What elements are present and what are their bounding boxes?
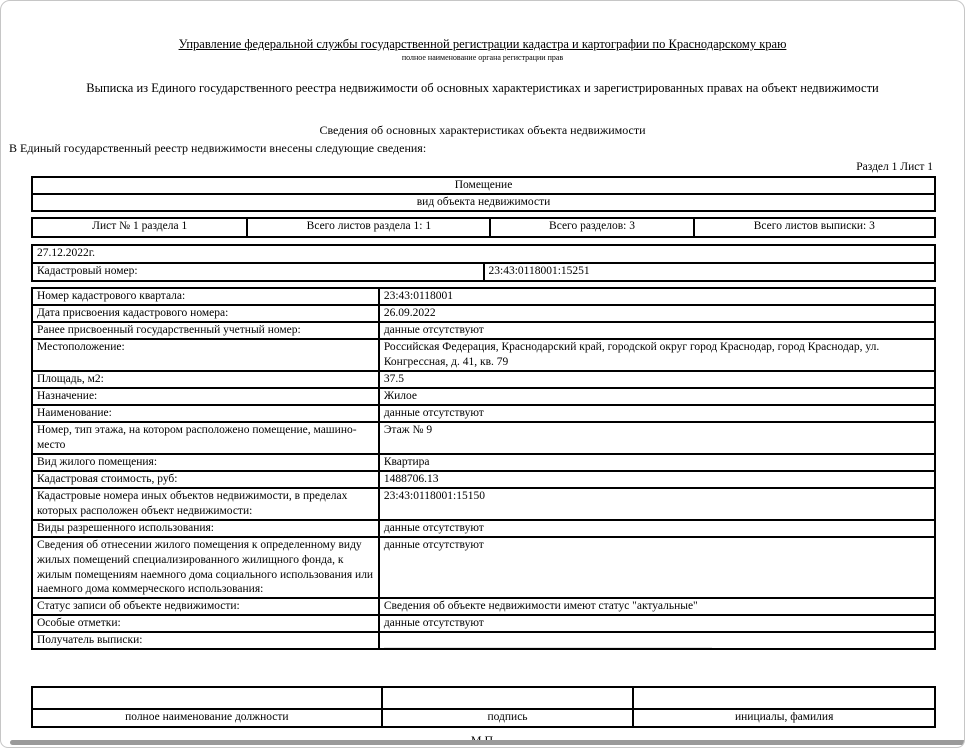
table-row [32,305,935,322]
table-row [32,520,935,537]
row-value: 26.09.2022 [379,305,935,322]
table-row [32,339,935,371]
authority-title: Управление федеральной службы государственной регистрации кадастра и картографии по Краснодарскому краю [178,37,787,51]
row-label: Виды разрешенного использования: [32,520,379,537]
table-row [32,177,935,194]
document-title: Выписка из Единого государственного реестра недвижимости об основных характеристиках и зарегистрированных правах на объект недвижимости [86,81,879,95]
position-label: полное наименование должности [32,709,382,727]
total-sections-cell: Всего разделов: 3 [490,218,693,237]
row-label: Получатель выписки: [32,632,379,649]
row-value: 23:43:0118001 [379,288,935,305]
initials-label: инициалы, фамилия [633,709,935,727]
row-value: данные отсутствуют [379,322,935,339]
row-value: Этаж № 9 [379,422,935,454]
sheet-number-cell: Лист № 1 раздела 1 [32,218,247,237]
details-table [31,287,936,650]
total-sheets-extract-cell: Всего листов выписки: 3 [694,218,935,237]
table-row [32,537,935,599]
section-sheet-label: Раздел 1 Лист 1 [856,161,933,173]
table-row [32,632,935,649]
row-label: Наименование: [32,405,379,422]
erased-marks [384,637,712,648]
table-row [32,454,935,471]
table-row [32,288,935,305]
position-signature-field [32,687,382,709]
row-value: 1488706.13 [379,471,935,488]
signature-label: подпись [382,709,634,727]
row-label: Кадастровая стоимость, руб: [32,471,379,488]
table-row [32,687,935,709]
row-label: Площадь, м2: [32,371,379,388]
signature-table [31,686,936,728]
total-sheets-section-cell: Всего листов раздела 1: 1 [247,218,490,237]
extract-date-cell: 27.12.2022г. [32,245,935,263]
row-label: Особые отметки: [32,615,379,632]
row-value: 37.5 [379,371,935,388]
table-row [32,218,935,237]
row-label: Номер, тип этажа, на котором расположено помещение, машино-место [32,422,379,454]
table-row [32,598,935,615]
row-value [379,632,935,649]
table-row [32,322,935,339]
row-label: Местоположение: [32,339,379,371]
row-label: Вид жилого помещения: [32,454,379,471]
row-label: Статус записи об объекте недвижимости: [32,598,379,615]
row-value: данные отсутствуют [379,520,935,537]
table-row [32,709,935,727]
page-edge-bar [10,740,964,745]
row-value: Квартира [379,454,935,471]
authority-caption: полное наименование органа регистрации прав [401,53,564,62]
table-row [32,371,935,388]
table-row [32,194,935,211]
row-value: Сведения об объекте недвижимости имеют статус "актуальные" [379,598,935,615]
row-value: данные отсутствуют [379,405,935,422]
row-value: данные отсутствуют [379,537,935,599]
table-row [32,488,935,520]
row-label: Назначение: [32,388,379,405]
object-type-value: Помещение [32,177,935,194]
row-value: Российская Федерация, Краснодарский край, городской округ город Краснодар, город Краснодар, ул. Конгрессная, д. 41, кв. 79 [379,339,935,371]
object-type-caption: вид объекта недвижимости [32,194,935,211]
row-value: Жилое [379,388,935,405]
row-label: Ранее присвоенный государственный учетный номер: [32,322,379,339]
row-label: Сведения об отнесении жилого помещения к определенному виду жилых помещений специализированного жилищного фонда, к жилым помещениям наемного дома социального использования или наемного дома коммерческого использования: [32,537,379,599]
row-value: данные отсутствуют [379,615,935,632]
row-value: 23:43:0118001:15150 [379,488,935,520]
table-row [32,615,935,632]
row-label: Кадастровые номера иных объектов недвижимости, в пределах которых расположен объект недвижимости: [32,488,379,520]
table-row [32,263,935,281]
table-row [32,422,935,454]
section-title: Сведения об основных характеристиках объекта недвижимости [319,123,646,137]
name-field [633,687,935,709]
table-row [32,405,935,422]
sheets-summary-table [31,217,936,238]
table-row [32,471,935,488]
row-label: Кадастровый номер: [32,263,484,281]
table-row [32,388,935,405]
row-value: 23:43:0118001:15251 [484,263,936,281]
table-row [32,245,935,263]
row-label: Номер кадастрового квартала: [32,288,379,305]
date-cadastral-table [31,244,936,282]
row-label: Дата присвоения кадастрового номера: [32,305,379,322]
signature-field [382,687,634,709]
object-type-table [31,176,936,212]
intro-text: В Единый государственный реестр недвижимости внесены следующие сведения: [9,141,427,155]
